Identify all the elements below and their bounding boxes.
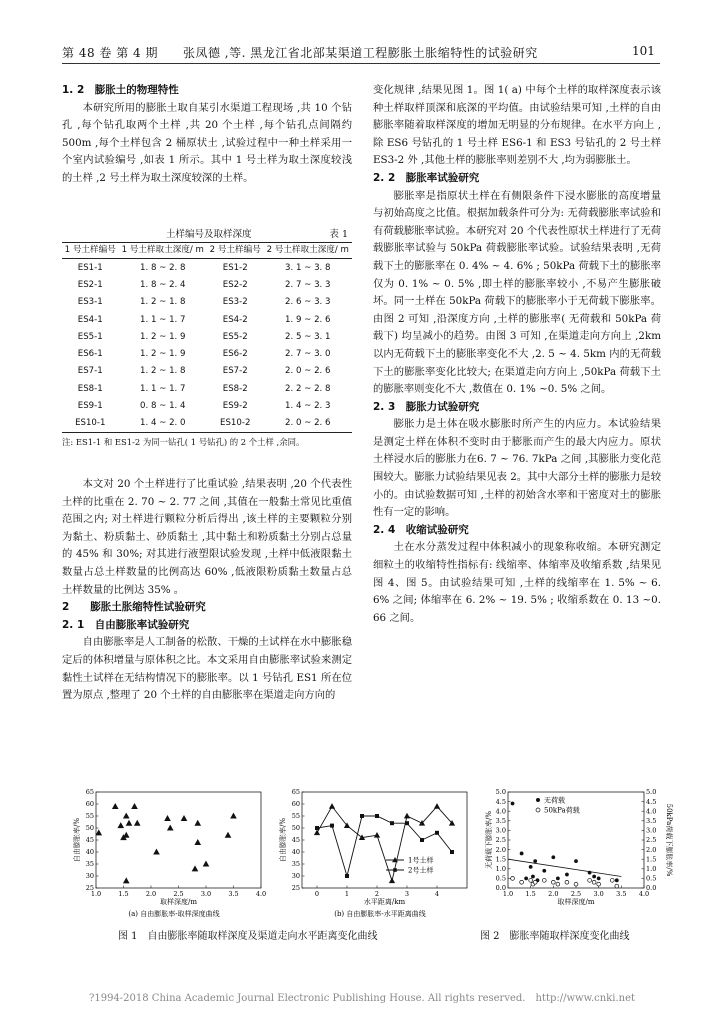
chart-free-swell-vs-distance — [268, 788, 473, 920]
figure-1b — [268, 788, 473, 924]
table-cell: 2. 5 ~ 3. 1 — [285, 331, 331, 342]
data-point — [360, 814, 364, 818]
x-tick-label: 3.0 — [593, 890, 604, 898]
data-point — [132, 804, 138, 809]
paragraph: 变化规律 ,结果见图 1。图 1( a) 中每个土样的取样深度表示该种土样取样顶深和底深的平均值。由试验结果可知 ,土样的自由膨胀率随着取样深度的增加无明显的分布规律。在水平方向上 ,除 ES6 号钻孔的 1 号土样 ES6-1 和 ES3 号钻孔的 2 号土样 ES3-2 外 ,其他土样的膨胀率则差别不大 ,均为弱膨胀土。 — [373, 84, 661, 167]
x-tick-label: 1.5 — [525, 890, 536, 898]
x-tick-label: 3.5 — [228, 890, 239, 898]
section-heading-1-2: 1. 2 膨胀土的物理特性 — [62, 84, 179, 96]
data-point — [126, 820, 132, 825]
y-tick-label: 65 — [291, 788, 300, 797]
table-cell: 1. 1 ~ 1. 7 — [140, 314, 186, 325]
data-point — [123, 813, 129, 818]
left-column — [62, 82, 352, 188]
y-axis-label: 自由膨胀率/% — [279, 817, 287, 863]
legend-label: 2号土样 — [408, 866, 434, 875]
data-point — [615, 878, 619, 882]
y2-tick-label: 3.5 — [646, 817, 657, 825]
x-tick-label: 4 — [434, 890, 440, 898]
table-cell: 0. 8 ~ 1. 4 — [140, 401, 186, 412]
y-tick-label: 45 — [291, 836, 300, 845]
data-point — [165, 816, 171, 821]
data-point — [592, 880, 596, 884]
data-point — [551, 855, 555, 859]
y-tick-label: 4.5 — [495, 797, 506, 806]
data-point — [574, 859, 578, 863]
table-body — [62, 259, 352, 433]
data-point — [195, 840, 201, 845]
table-number: 表 1 — [329, 229, 348, 240]
table-cell: ES4-2 — [222, 314, 248, 325]
data-point — [542, 878, 546, 882]
table-row — [62, 397, 352, 414]
data-point — [450, 850, 454, 854]
table-cell: 2. 7 ~ 3. 0 — [285, 349, 331, 360]
figure-2-caption: 图 2 膨胀率随取样深度变化曲线 — [480, 931, 630, 942]
paragraph: 本文对 20 个土样进行了比重试验 ,结果表明 ,20 个代表性土样的比重在 2. 70 ~ 2. 77 之间 ,其值在一般黏土常见比重值范围之内; 对土样进行颗粒分析后得出 ,该土样的主要颗粒分别为黏土、粉质黏土、砂质黏土 ,其中黏土和粉质黏土分别占总量的 45% 和 30%; 对其进行液塑限试验发现 ,土样中低液限黏土数量占总土样数量的比例高达 60% ,低液限粉质黏土数量占总土样数量的比例达 35% 。 — [62, 478, 352, 596]
x-tick-label: 1.5 — [118, 890, 129, 898]
table-title: 土样编号及取样深度 — [166, 229, 252, 240]
chart-free-swell-vs-depth — [62, 788, 267, 920]
table-row — [62, 380, 352, 397]
table-cell: 1. 2 ~ 1. 8 — [140, 297, 186, 308]
legend-marker — [536, 808, 540, 812]
sample-depth-table — [62, 242, 352, 433]
table-caption — [62, 226, 352, 242]
table-header: 1 号土样编号 — [62, 243, 119, 259]
data-point — [315, 826, 319, 830]
data-point — [434, 804, 439, 809]
x-tick-label: 3.5 — [616, 890, 627, 898]
y2-tick-label: 4.0 — [646, 807, 657, 816]
data-point — [520, 880, 524, 884]
x-tick-label: 2.5 — [173, 890, 184, 898]
table-header: 2 号土样取土深度/ m — [264, 243, 353, 259]
section-heading-2: 2 膨胀土胀缩特性试验研究 — [62, 601, 206, 614]
y-tick-label: 0.0 — [495, 884, 506, 893]
y-tick-label: 2.5 — [495, 836, 506, 845]
data-point — [167, 825, 173, 830]
table-cell: 1. 1 ~ 1. 7 — [140, 383, 186, 394]
table-cell: 1. 2 ~ 1. 9 — [140, 331, 186, 342]
header-rule — [62, 63, 660, 64]
y2-tick-label: 2.0 — [646, 845, 657, 854]
table-cell: ES7-1 — [77, 366, 103, 377]
table-cell: ES10-1 — [62, 415, 119, 433]
table-row — [62, 259, 352, 277]
x-axis-label: 取样深度/m — [557, 898, 595, 906]
table-cell: ES6-1 — [77, 349, 103, 360]
x-tick-label: 4.0 — [638, 890, 650, 898]
data-point — [524, 877, 528, 881]
data-point — [112, 804, 118, 809]
table-cell: ES2-1 — [77, 279, 103, 290]
table-cell: ES8-2 — [222, 383, 248, 394]
table-cell: 1. 2 ~ 1. 8 — [140, 366, 186, 377]
y-tick-label: 4.0 — [495, 807, 506, 816]
data-point — [610, 878, 614, 882]
data-point — [588, 871, 592, 875]
table-row — [62, 415, 352, 433]
data-point — [551, 880, 555, 884]
y-tick-label: 35 — [291, 860, 300, 869]
data-point — [529, 878, 533, 882]
data-point — [588, 878, 592, 882]
data-point — [181, 816, 187, 821]
data-point — [565, 880, 569, 884]
y2-tick-label: 2.5 — [646, 836, 657, 845]
table-cell: 2. 7 ~ 3. 3 — [285, 279, 331, 290]
y-tick-label: 60 — [85, 800, 94, 809]
x-tick-label: 1 — [344, 890, 350, 898]
table-note: 注: ES1-1 和 ES1-2 为同一钻孔( 1 号钻孔) 的 2 个土样 ,余同。 — [62, 436, 305, 447]
page-number: 101 — [632, 44, 655, 58]
y-tick-label: 2.0 — [495, 845, 506, 854]
data-point — [405, 821, 409, 825]
copyright-footer: ?1994-2018 China Academic Journal Electronic Publishing House. All rights reserved. http://www.cnki.net — [88, 993, 635, 1004]
table-cell: ES4-1 — [77, 314, 103, 325]
data-point — [231, 813, 237, 818]
y2-tick-label: 4.5 — [646, 797, 657, 806]
data-point — [118, 823, 124, 828]
data-point — [511, 802, 515, 806]
paragraph: 膨胀力是土体在吸水膨胀时所产生的内应力。本试验结果是测定土样在体积不变时由于膨胀而产生的最大内应力。原状土样浸水后的膨胀力在6. 7 ~ 76. 7kPa 之间 ,其膨胀力变化范围较大。膨胀力试验结果见表 2。其中大部分土样的膨胀力是较小的。由试验数据可知 ,土样的初始含水率和干密度对土的膨胀性有一定的影响。 — [373, 418, 661, 519]
y2-axis-label: 50kPa荷载下膨胀率/% — [665, 803, 673, 877]
y-tick-label: 30 — [291, 872, 300, 881]
figure-1a — [62, 788, 267, 924]
y-tick-label: 50 — [85, 824, 94, 833]
table-cell: 1. 8 ~ 2. 8 — [140, 262, 186, 273]
data-point — [192, 866, 198, 871]
data-point — [123, 832, 129, 837]
legend-marker — [536, 798, 540, 802]
table-cell: 3. 1 ~ 3. 8 — [285, 262, 331, 273]
table-cell: ES2-2 — [222, 279, 248, 290]
paragraph: 土在水分蒸发过程中体积减小的现象称收缩。本研究测定细粒土的收缩特性指标有: 线缩率、体缩率及收缩系数 ,结果见图 4、图 5。由试验结果可知 ,土样的线缩率在 1. 5% ~ 6. 6% 之间; 体缩率在 6. 2% ~ 19. 5% ; 收缩系数在 0. 13 ~0. 66 之间。 — [373, 541, 661, 624]
y-tick-label: 50 — [291, 824, 300, 833]
data-point — [615, 884, 619, 888]
data-point — [435, 831, 439, 835]
chart-subcaption: (b) 自由膨胀率-水平距离曲线 — [334, 910, 426, 918]
table-header: 1 号土样取土深度/ m — [119, 243, 207, 259]
data-point — [592, 875, 596, 879]
x-tick-label: 1.0 — [502, 890, 514, 898]
table-cell: 1. 9 ~ 2. 6 — [285, 314, 331, 325]
data-point — [556, 877, 560, 881]
table-cell: ES9-2 — [222, 401, 248, 412]
data-point — [329, 804, 334, 809]
table-row — [62, 294, 352, 311]
x-tick-label: 2 — [374, 890, 380, 898]
x-tick-label: 3 — [404, 890, 410, 898]
data-point — [511, 877, 515, 881]
data-point — [529, 865, 533, 869]
table-cell: 2. 0 ~ 2. 6 — [285, 366, 331, 377]
running-header: 第 48 卷 第 4 期 张凤德 ,等. 黑龙江省北部某渠道工程膨胀土胀缩特性的试验研究 — [62, 46, 538, 60]
table-cell: ES5-1 — [77, 331, 103, 342]
data-point — [520, 852, 524, 856]
table-row — [62, 328, 352, 345]
chart-swell-vs-depth — [478, 788, 674, 920]
left-column-lower — [62, 476, 352, 705]
data-point — [154, 849, 160, 854]
data-point — [96, 830, 102, 835]
y2-tick-label: 1.5 — [646, 855, 657, 864]
y2-tick-label: 1.0 — [646, 865, 657, 873]
data-point — [556, 882, 560, 886]
table-cell: 2. 6 ~ 3. 3 — [285, 297, 331, 308]
data-point — [390, 821, 394, 825]
y2-tick-label: 5.0 — [646, 788, 657, 797]
table-cell: 2. 2 ~ 2. 8 — [285, 383, 331, 394]
table-cell: ES3-1 — [77, 297, 103, 308]
y-tick-label: 25 — [291, 884, 300, 893]
data-point — [225, 832, 231, 837]
y-tick-label: 55 — [85, 812, 94, 821]
x-tick-label: 2.5 — [570, 890, 582, 898]
data-point — [533, 859, 537, 863]
data-point — [574, 882, 578, 886]
legend-marker — [393, 868, 397, 872]
table-cell: 1. 2 ~ 1. 9 — [140, 349, 186, 360]
x-tick-label: 2.0 — [548, 890, 559, 898]
paragraph: 膨胀率是指原状土样在有侧限条件下浸水膨胀的高度增量与初始高度之比值。根据加载条件可分为: 无荷载膨胀率试验和有荷载膨胀率试验。本研究对 20 个代表性原状土样进行了无荷载膨胀率试验与 50kPa 荷载膨胀率试验。试验结果表明 ,无荷载下土的膨胀率在 0. 4% ~ 4. 6% ; 50kPa 荷载下土的膨胀率仅为 0. 1% ~ 0. 5% ,即土样的膨胀率较小 ,不易产生膨胀破坏。同一土样在 50kPa 荷载下的膨胀率小于无荷载下膨胀率。由图 2 可知 ,沿深度方向 ,土样的膨胀率( 无荷载和 50kPa 荷载下) 均呈减小的趋势。由图 3 可知 ,在渠道走向方向上 ,2km 以内无荷载下土的膨胀率变化不大 ,2. 5 ~ 4. 5km 内的无荷载下土的膨胀率变化比较大; 在渠道走向方向上 ,50kPa 荷载下土的膨胀率则变化不大 ,数值在 0. 1% ~0. 5% 之间。 — [373, 189, 661, 396]
x-tick-label: 4.0 — [255, 890, 267, 898]
data-point — [597, 882, 601, 886]
right-column — [373, 82, 661, 627]
x-tick-label: 2.0 — [145, 890, 157, 898]
table-row — [62, 363, 352, 380]
data-point — [404, 813, 409, 818]
data-point — [531, 875, 535, 879]
x-axis-label: 水平距离/km — [363, 898, 406, 906]
trend-line — [508, 859, 621, 876]
x-axis-label: 取样深度/m — [160, 898, 197, 906]
table-cell: ES5-2 — [222, 331, 248, 342]
data-point — [597, 877, 601, 881]
data-point — [195, 820, 201, 825]
table-cell: ES7-2 — [222, 366, 248, 377]
y-tick-label: 60 — [291, 800, 300, 809]
table-cell: 1. 4 ~ 2. 0 — [119, 415, 207, 433]
table-cell: ES1-2 — [222, 262, 248, 273]
section-heading-2-1: 2. 1 自由膨胀率试验研究 — [62, 618, 190, 631]
data-point — [123, 878, 129, 883]
section-heading-2-4: 2. 4 收缩试验研究 — [373, 523, 469, 536]
y2-tick-label: 0.0 — [646, 884, 657, 893]
section-heading-2-3: 2. 3 膨胀力试验研究 — [373, 400, 480, 413]
legend-label: 50kPa荷载 — [544, 806, 580, 815]
y-tick-label: 3.5 — [495, 817, 506, 825]
y-tick-label: 1.0 — [495, 865, 506, 873]
data-point — [533, 880, 537, 884]
table-row — [62, 345, 352, 362]
data-point — [542, 869, 546, 873]
x-tick-label: 3.0 — [200, 890, 212, 898]
y-tick-label: 40 — [291, 848, 300, 857]
data-point — [420, 838, 424, 842]
table-row — [62, 276, 352, 293]
data-point — [330, 824, 334, 828]
table-1 — [62, 226, 352, 448]
table-cell: ES3-2 — [222, 297, 248, 308]
y-tick-label: 25 — [85, 884, 94, 893]
legend-label: 1号土样 — [408, 856, 434, 865]
y-tick-label: 65 — [85, 788, 94, 797]
chart-subcaption: (a) 自由膨胀率-取样深度曲线 — [128, 910, 220, 918]
y2-tick-label: 3.0 — [646, 826, 657, 835]
data-point — [389, 878, 394, 883]
data-point — [375, 814, 379, 818]
y-axis-label: 无荷载下膨胀率/% — [485, 810, 493, 870]
y-tick-label: 3.0 — [495, 826, 506, 835]
y-tick-label: 5.0 — [495, 788, 506, 797]
table-cell: ES6-2 — [222, 349, 248, 360]
table-cell: 2. 0 ~ 2. 6 — [264, 415, 353, 433]
table-cell: 1. 4 ~ 2. 3 — [285, 401, 331, 412]
y-tick-label: 35 — [85, 860, 94, 869]
figure-1-caption: 图 1 自由膨胀率随取样深度及渠道走向水平距离变化曲线 — [118, 931, 378, 942]
paragraph: 本研究所用的膨胀土取自某引水渠道工程现场 ,共 10 个钻孔 ,每个钻孔取两个土样 ,共 20 个土样 ,每个钻孔点间隔约 500m ,每个土样包含 2 桶原状土 ,试验过程中一种土样采用一个室内试验编号 ,如表 1 所示。其中 1 号土样为取土深度较浅的土样 ,2 号土样为取土深度较深的土样。 — [62, 101, 352, 184]
paragraph: 自由膨胀率是人工制备的松散、干燥的土试样在水中膨胀稳定后的体积增量与原体积之比。本文采用自由膨胀率试验来测定黏性土试样在无结构情况下的膨胀率。以 1 号钻孔 ES1 所在位置为原点 ,整理了 20 个土样的自由膨胀率在渠道走向方向的 — [62, 636, 352, 702]
y-tick-label: 40 — [85, 848, 94, 857]
data-point — [345, 874, 349, 878]
y-tick-label: 55 — [291, 812, 300, 821]
table-header: 2 号土样编号 — [207, 243, 264, 259]
y-tick-label: 30 — [85, 872, 94, 881]
y-axis-label: 自由膨胀率/% — [73, 817, 81, 863]
table-row — [62, 311, 352, 328]
x-tick-label: 0 — [314, 890, 320, 898]
table-cell: 1. 8 ~ 2. 4 — [140, 279, 186, 290]
y-tick-label: 1.5 — [495, 855, 506, 864]
data-point — [203, 861, 209, 866]
data-point — [314, 830, 319, 835]
figure-2 — [478, 788, 674, 924]
section-heading-2-2: 2. 2 膨胀率试验研究 — [373, 171, 480, 184]
y2-tick-label: 0.5 — [646, 874, 657, 883]
y-tick-label: 45 — [85, 836, 94, 845]
y-tick-label: 0.5 — [495, 874, 506, 883]
data-point — [374, 833, 379, 838]
table-cell: ES9-1 — [77, 401, 103, 412]
data-point — [565, 873, 569, 877]
table-cell: ES10-2 — [207, 415, 264, 433]
legend-label: 无荷载 — [544, 796, 565, 805]
x-tick-label: 1.0 — [90, 890, 102, 898]
table-cell: ES8-1 — [77, 383, 103, 394]
data-point — [134, 820, 140, 825]
table-cell: ES1-1 — [77, 262, 103, 273]
